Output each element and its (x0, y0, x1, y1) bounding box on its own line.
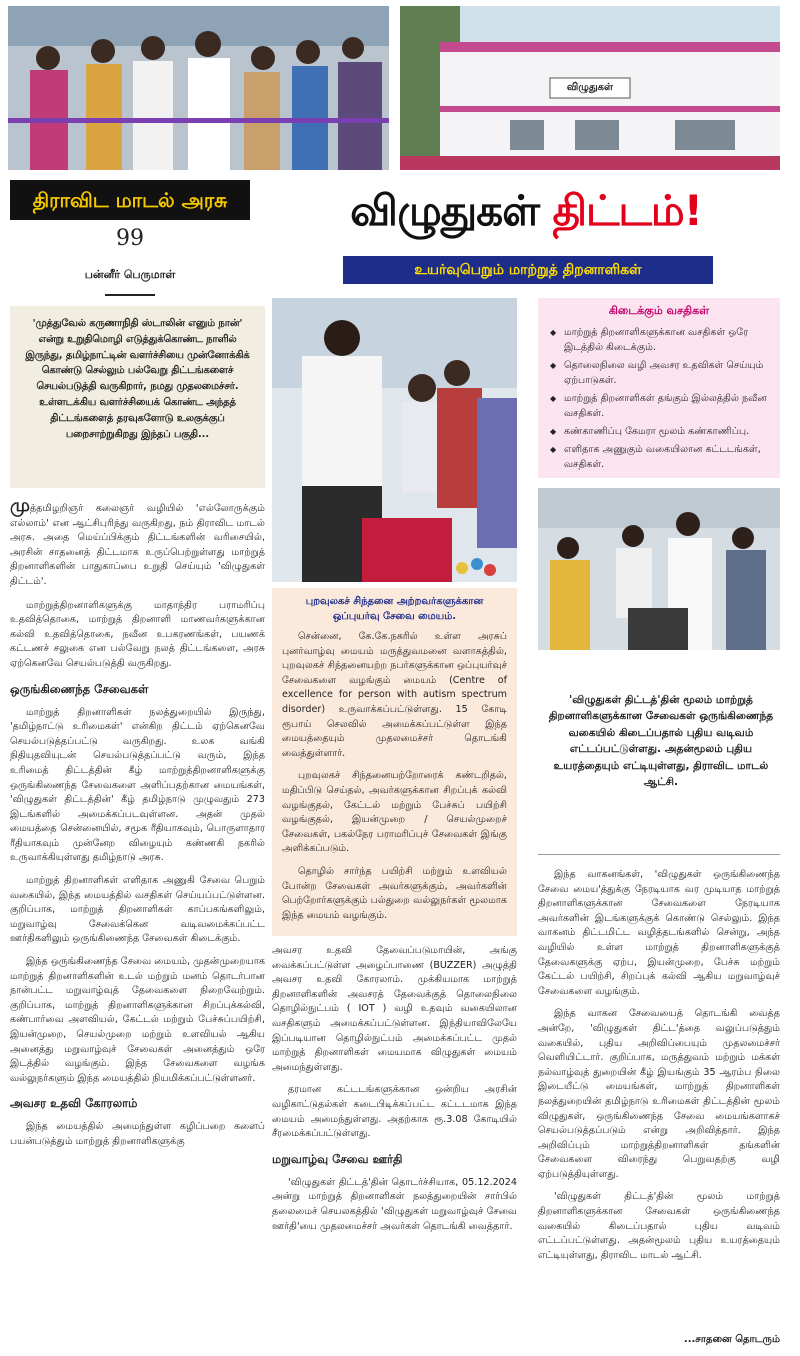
pull-quote-rule (538, 854, 780, 855)
subtitle-banner: உயர்வுபெறும் மாற்றுத் திறனாளிகள் (343, 256, 713, 284)
autism-box-title-2: ஒப்புயர்வு சேவை மையம். (332, 611, 457, 622)
autism-centre-box (272, 588, 517, 936)
autism-box-title-1: புறவுலகச் சிந்தனை அற்றவர்களுக்கான (305, 596, 484, 607)
facility-item: ◆ தொலைநிலை வழி அவசர உதவிகள் செய்யும் ஏற்பாடுகள். (550, 358, 768, 388)
facilities-title: கிடைக்கும் வசதிகள் (608, 304, 710, 317)
col3-para-3: 'விழுதுகள் திட்டத்'தின் மூலம் மாற்றுத் திறனாளிகளுக்கான சேவைகள் ஒருங்கிணைந்த வகையில் கிடைப்பதால் புதிய வடிவம் எட்டப்பட்டுள்ளது. அதன்மூலம் புதிய உயரத்தையும் எட்டியுள்ளது, திராவிட மாடல் ஆட்சி. (538, 1191, 780, 1261)
column-1 (10, 495, 265, 1150)
facility-item: ◆ கண்காணிப்பு கேமரா மூலம் கண்காணிப்பு. (550, 424, 768, 439)
continued-note: ...சாதனை தொடரும் (683, 1334, 780, 1345)
facilities-list (550, 325, 768, 472)
vizhuthugal-building-photo (400, 6, 780, 170)
cm-with-beneficiaries-photo (538, 488, 780, 650)
col1-para-2: மாற்றுத்திறனாளிகளுக்கு மாதாந்திர பராமரிப்பு உதவித்தொகை, மாற்றுத் திறனாளி மாணவர்களுக்கான கல்வி உதவித்தொகை, நவீன உபகரணங்கள், பயணக் கட்டணச் சலுகை என பல்வேறு நலத் திட்டங்களை, அரசு ஏற்கெனவே செயல்படுத்தி வருகிறது. (10, 599, 265, 669)
autism-para-3: தொழில் சார்ந்த பயிற்சி மற்றும் உளவியல் போன்ற சேவைகள் அவர்களுக்கும், அவர்களின் பெற்றோர்களுக்கும் பல்துறை வல்லுநர்கள் மூலமாக இந்த மையம் வழங்கும். (282, 865, 507, 921)
col2-para-3: 'விழுதுகள் திட்டத்'தின் தொடர்ச்சியாக, 05.12.2024 அன்று மாற்றுத் திறனாளிகள் நலத்துறையின் சார்பில் தலைமைச் செயலகத்தில் 'விழுதுகள் மறுவாழ்வுச் சேவை ஊர்தி'யை முதலமைச்சர் அவர்கள் தொடங்கி வைத்தார். (272, 1176, 517, 1232)
col3-para-2: இந்த வாகன சேவையைத் தொடங்கி வைத்த அன்றே, 'விழுதுகள் திட்ட'த்தை வலுப்படுத்தும் வகையில், புதிய அறிவிப்பையும் முதலமைச்சர் வெளியிட்டார். குறிப்பாக, மருத்துவம் மற்றும் மக்கள் நல்வாழ்வுத் துறையின் கீழ் இயங்கும் 35 ஆரம்ப நிலை இடையீட்டு மையங்கள், மாற்றுத் திறனாளிகள் நலத்துறையின் தமிழ்நாடு உரிமைகள் திட்டத்தின் மூலம் விழுதுகள், ஒருங்கிணைந்த சேவை மையங்களாகச் செயல்படுத்தப்படும் என்று அறிவித்தார். இந்த அறிவிப்பும் மாற்றுத்திறனாளிகள் தங்களின் சேவைகளை விரைந்து பெறுவதற்கு வழி ஏற்படுத்தியுள்ளது. (538, 1008, 780, 1180)
building-sign-text: விழுதுகள் (566, 82, 614, 93)
intro-text: 'முத்துவேல் கருணாநிதி ஸ்டாலின் எனும் நான்' என்று உறுதிமொழி எடுத்துக்கொண்ட நாளில் இருந்து, தமிழ்நாட்டின் வளர்ச்சியை முன்னோக்கிக் கொண்டு செல்லும் பல்வேறு திட்டங்களைச் செயல்படுத்தி வருகிறார், நமது முதலமைச்சர். உள்ளடக்கிய வளர்ச்சியைக் கொண்ட அந்தத் திட்டங்களைத் தரவுகளோடு உலகுக்குப் பறைசாற்றுகிறது இந்தப் பகுதி... (25, 318, 250, 440)
col2-para-1: அவசர உதவி தேவைப்படுமாயின், அங்கு வைக்கப்பட்டுள்ள அழைப்பாணை (BUZZER) அழுத்தி அவசர உதவி கோரலாம். முக்கியமாக மாற்றுத் திறனாளிகளின் அவசரத் தேவைக்குத் தொலைநிலை தொழில்நுட்பம் ( IOT ) வழி உதவும் வகையிலான வசதிகளும் அமைக்கப்பட்டுள்ளன. இந்தியாவிலேயே இப்படியான தொழில்நுட்பம் அமைக்கப்பட்ட முதல் மாற்றுத் திறனாளிகள் மையமாக விழுதுகள் மையம் அமைந்துள்ளது. (272, 945, 517, 1073)
facilities-box (538, 298, 780, 478)
autism-para-2: புறவுலகச் சிந்தனையற்றோரைக் கண்டறிதல், மதிப்பிடு செய்தல், அவர்களுக்கான சிறப்புக் கல்வி வழங்குதல், கேட்டல் மற்றும் பேச்சுப் பயிற்சி வழங்குதல், இயன்முறை / செயல்முறைச் சேவைகள், பகல்நேர பராமரிப்புச் சேவைகள் இங்கு அளிக்கப்படும். (282, 770, 507, 855)
heading-rehab-vehicle: மறுவாழ்வு சேவை ஊர்தி (272, 1151, 403, 1166)
byline-rule (105, 294, 155, 296)
issue-number: 99 (116, 226, 144, 251)
col1-para-4: மாற்றுத் திறனாளிகள் எளிதாக அணுகி சேவை பெறும் வகையில், இந்த மையத்தில் வசதிகள் செய்யப்பட்டுள்ளன. குறிப்பாக, மாற்றுத் திறனாளிகள் காப்பகங்களிலும், மறுவாழ்வு சேவைக்கென வடிவமைக்கப்பட்ட ஊர்திகளிலும் ஒருங்கிணைந்த சேவைகள் கிடைக்கும். (10, 875, 265, 945)
facility-item: ◆ எளிதாக அணுகும் வகையிலான கட்டடங்கள், வசதிகள். (550, 442, 768, 472)
intro-box (10, 306, 265, 488)
col1-para-1: முத்தமிழறிஞர் கலைஞர் வழியில் 'எல்லோருக்கும் எல்லாம்' என ஆட்சிபுரிந்து வருகிறது, நம் திராவிட மாடல் அரசு. அதை மெய்ப்பிக்கும் திட்டங்களின் வரிசையில், அரசின் சாதனைத் திட்டமாக உருப்பெற்றுள்ளது மாற்றுத் திறனாளிகளின் பாதுகாப்பை உறுதி செய்யும் 'விழுதுகள் திட்டம்'. (10, 495, 265, 587)
column-3 (538, 868, 780, 1263)
autism-para-1: சென்னை, கே.கே.நகரில் உள்ள அரசுப் புனர்வாழ்வு மையம் மருத்துவமனை வளாகத்தில், புறவுலகச் சிந்தனையற்ற நபர்களுக்கான ஒப்புயர்வுச் சேவைகளை வழங்கும் மையம் (Centre of excellence for person with autism spectrum disorder) உருவாக்கப்பட்டுள்ளது. 15 கோடி ரூபாய் செலவில் அமைக்கப்பட்டுள்ள இந்த மையத்தையும் முதலமைச்சர் தொடங்கி வைத்துள்ளார். (282, 631, 507, 759)
facility-item: ◆ மாற்றுத் திறனாளிகளுக்கான வசதிகள் ஒரே இடத்தில் கிடைக்கும். (550, 325, 768, 355)
title-black: விழுதுகள் (350, 186, 539, 235)
page-title (262, 176, 790, 246)
dravida-model-badge: திராவிட மாடல் அரசு (10, 180, 250, 220)
title-red: திட்டம்! (552, 186, 702, 235)
col1-para-6: இந்த மையத்தில் அமைந்துள்ள கழிப்பறை களைப் பயன்படுத்தும் மாற்றுத் திறனாளிகளுக்கு (10, 1121, 265, 1147)
dropcap: மு (10, 495, 30, 516)
col3-para-1: இந்த வாகனங்கள், 'விழுதுகள் ஒருங்கிணைந்த சேவை மைய'த்துக்கு நேரடியாக வர முடியாத மாற்றுத் திறனாளிகளுக்கான சேவைகளை நேரடியாக அவர்களின் இடங்களுக்குக் கொண்டு செல்லும். இந்த வாகனம் திட்டமிட்ட வழித்தடங்களில் சென்று, அந்த வழியில் உள்ள மாற்றுத் திறனாளிகளுக்குத் தேவைகளுக்கு ஏற்ப, இயன்முறை, பேச்சு மற்றும் கேட்டல் பயிற்சி, சிறப்புக் கல்வி ஆகிய மறுவாழ்வுச் சேவைகளை வழங்கும். (538, 869, 780, 997)
ribbon-cutting-photo (8, 6, 389, 170)
facility-item: ◆ மாற்றுத் திறனாளிகள் தங்கும் இல்லத்தில் நவீன வசதிகள். (550, 391, 768, 421)
heading-integrated-services: ஒருங்கிணைந்த சேவைகள் (10, 681, 149, 696)
col2-para-2: தரமான கட்டடங்களுக்கான ஒன்றிய அரசின் வழிகாட்டுதல்கள் கடைபிடிக்கப்பட்ட கட்டடமாக இந்த மையம் அமைந்துள்ளது. அதற்காக ரூ.3.08 கோடியில் சீரமைக்கப்பட்டுள்ளது. (272, 1084, 517, 1140)
cm-with-child-photo (272, 298, 517, 582)
pull-quote (548, 692, 774, 790)
col1-para-5: இந்த ஒருங்கிணைந்த சேவை மையம், முதன்முறையாக மாற்றுத் திறனாளிகளின் உடல் மற்றும் மனம் தொடர்பான நான்பட்ட மறுவாழ்வுத் தேவைகளை நிறைவேற்றும். குறிப்பாக, மாற்றுத் திறனாளிகளுக்கான சிறப்புக்கல்வி, கண்பார்வை அளவியல், கேட்டல் மற்றும் பேச்சுப்பயிற்சி, இயன்முறை, செயல்முறை மற்றும் உளவியல் ஆகிய அனைத்து மறுவாழ்வுச் சேவைகள் அனைத்தும் ஒரே இடத்தில் வழங்கும். இந்த சேவைகளை வழங்க வல்லுநர்களும் இந்த மையத்தில் நியமிக்கப்பட்டுள்ளனர். (10, 956, 265, 1084)
author-byline: பன்னீர் பெருமாள் (84, 268, 176, 281)
heading-emergency-help: அவசர உதவி கோரலாம் (10, 1096, 138, 1111)
pull-quote-text: 'விழுதுகள் திட்டத்'தின் மூலம் மாற்றுத் திறனாளிகளுக்கான சேவைகள் ஒருங்கிணைந்த வகையில் கிடைப்பதால் புதிய வடிவம் எட்டப்பட்டுள்ளது. அதன்மூலம் புதிய உயரத்தையும் எட்டியுள்ளது, திராவிட மாடல் ஆட்சி. (548, 694, 774, 789)
column-2-bottom (272, 944, 517, 1234)
col1-para-3: மாற்றுத் திறனாளிகள் நலத்துறையில் இருந்து, 'தமிழ்நாட்டு உரிமைகள்' என்கிற திட்டம் ஏற்கெனவே செயல்படுத்தப்பட்டு வருகிறது. உலக வங்கி நிதியுதவியுடன் செயல்படுத்தப்பட்டு வரும், இந்த உரிமைத் திட்டத்தின் கீழ் மாற்றுத்திறனாளிகளுக்கு ஒருங்கிணைந்த சேவைகளை அளிப்பதற்கான மையங்கள், 'விழுதுகள் திட்டத்தின்' கீழ் தமிழ்நாடு முழுவதும் 273 இடங்களில் அமைக்கப்படவுள்ளன. அதன் முதல் மையத்தை சென்னையில், சமூக ரீதியாகவும், பொருளாதார ரீதியாகவும் முன்னேற விழையும் கண்ணகி நகரில் உருவாக்கியுள்ளது தமிழ்நாடு அரசு. (10, 706, 265, 864)
